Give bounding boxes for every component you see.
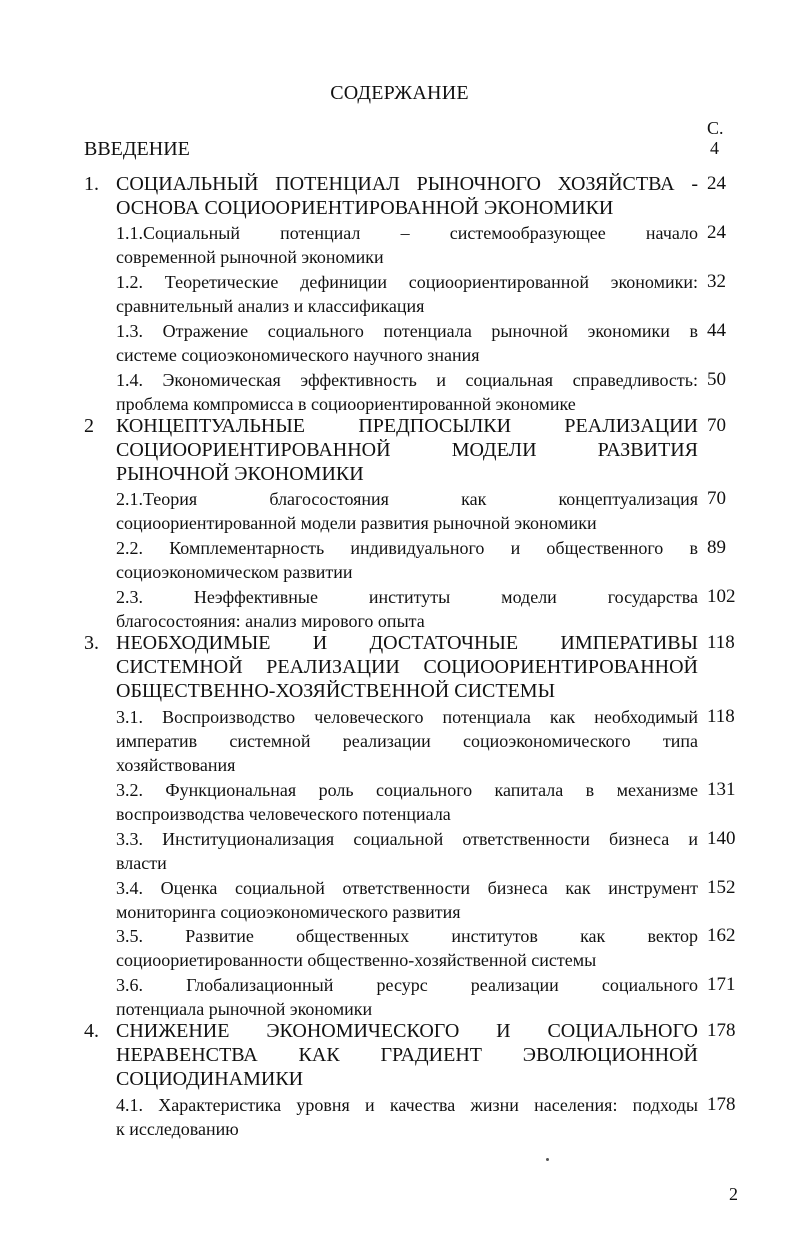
toc-page-ref: 152	[707, 877, 736, 898]
toc-entry-title	[116, 1093, 698, 1141]
toc-entry-line: хозяйствования	[116, 755, 236, 775]
toc-entry-title	[116, 270, 698, 318]
toc-entry-title	[116, 487, 698, 535]
toc-entry-line: 3.5. Развитие общественных институтов как вектор	[116, 926, 698, 946]
toc-entry-line: 1.1.Социальный потенциал – системообразующее начало	[116, 223, 698, 243]
toc-page-ref: 32	[707, 271, 726, 292]
toc-entry-title	[116, 221, 698, 269]
toc-page-ref: 140	[707, 828, 736, 849]
toc-entry-line: СИСТЕМНОЙ РЕАЛИЗАЦИИ СОЦИООРИЕНТИРОВАННОЙ	[116, 656, 698, 678]
scan-speck	[546, 1158, 549, 1161]
toc-page-ref: 70	[707, 488, 726, 509]
toc-entry-line: КОНЦЕПТУАЛЬНЫЕ ПРЕДПОСЫЛКИ РЕАЛИЗАЦИИ	[116, 415, 698, 437]
toc-entry-line: мониторинга социоэкономического развития	[116, 902, 461, 922]
toc-entry-line: СОЦИОДИНАМИКИ	[116, 1068, 304, 1090]
toc-entry-line: 4.1. Характеристика уровня и качества жизни населения: подходы	[116, 1095, 698, 1115]
page-number: 2	[729, 1184, 738, 1204]
toc-entry-line: СНИЖЕНИЕ ЭКОНОМИЧЕСКОГО И СОЦИАЛЬНОГО	[116, 1020, 698, 1042]
toc-entry-line: 2.2. Комплементарность индивидуального и общественного в	[116, 538, 698, 558]
toc-page-ref: 24	[707, 222, 726, 243]
toc-entry-line: 1.4. Экономическая эффективность и социальная справедливость:	[116, 370, 698, 390]
toc-page-ref: 162	[707, 925, 736, 946]
toc-entry-title	[116, 924, 698, 972]
toc-entry-title	[116, 778, 698, 826]
toc-entry-line: НЕОБХОДИМЫЕ И ДОСТАТОЧНЫЕ ИМПЕРАТИВЫ	[116, 632, 698, 654]
toc-entry-title	[116, 705, 698, 777]
toc-chapter-number: 1.	[84, 173, 99, 195]
toc-page-ref: 118	[707, 706, 735, 727]
toc-entry-line: СОЦИАЛЬНЫЙ ПОТЕНЦИАЛ РЫНОЧНОГО ХОЗЯЙСТВА -	[116, 173, 698, 195]
toc-entry-line: потенциала рыночной экономики	[116, 999, 373, 1019]
page-title: СОДЕРЖАНИЕ	[330, 82, 469, 104]
toc-entry-line: 3.1. Воспроизводство человеческого потенциала как необходимый	[116, 707, 698, 727]
toc-entry-line: 1.3. Отражение социального потенциала рыночной экономики в	[116, 321, 698, 341]
toc-entry-title	[116, 368, 698, 416]
toc-entry-title	[116, 827, 698, 875]
toc-page-ref: 118	[707, 632, 735, 653]
toc-entry-line: 3.4. Оценка социальной ответственности бизнеса как инструмент	[116, 878, 698, 898]
toc-chapter-number: 4.	[84, 1020, 99, 1042]
toc-page-ref: 102	[707, 586, 736, 607]
toc-entry-title	[116, 414, 698, 486]
toc-intro-label: ВВЕДЕНИЕ	[84, 138, 190, 160]
page-column-label: С.	[707, 118, 724, 138]
toc-entry-line: системе социоэкономического научного знания	[116, 345, 480, 365]
toc-page-ref: 44	[707, 320, 726, 341]
toc-chapter-number: 3.	[84, 632, 99, 654]
toc-entry-title	[116, 536, 698, 584]
toc-entry-line: 2.3. Неэффективные институты модели государства	[116, 587, 698, 607]
toc-entry-line: власти	[116, 853, 167, 873]
toc-entry-title	[116, 319, 698, 367]
toc-entry-line: социоориентированной модели развития рыночной экономики	[116, 513, 597, 533]
toc-intro-page: 4	[710, 138, 719, 158]
toc-page-ref: 89	[707, 537, 726, 558]
toc-entry-line: к исследованию	[116, 1119, 239, 1139]
toc-entry-line: СОЦИООРИЕНТИРОВАННОЙ МОДЕЛИ РАЗВИТИЯ	[116, 439, 698, 461]
toc-page-ref: 70	[707, 415, 726, 436]
toc-entry-line: императив системной реализации социоэкономического типа	[116, 731, 698, 751]
toc-entry-line: социоэкономическом развитии	[116, 562, 353, 582]
toc-entry-line: НЕРАВЕНСТВА КАК ГРАДИЕНТ ЭВОЛЮЦИОННОЙ	[116, 1044, 698, 1066]
toc-entry-line: ОБЩЕСТВЕННО-ХОЗЯЙСТВЕННОЙ СИСТЕМЫ	[116, 680, 556, 702]
toc-entry-line: 3.6. Глобализационный ресурс реализации социального	[116, 975, 698, 995]
toc-entry-line: 1.2. Теоретические дефиниции социоориентированной экономики:	[116, 272, 698, 292]
toc-entry-line: воспроизводства человеческого потенциала	[116, 804, 451, 824]
toc-chapter-number: 2	[84, 415, 94, 437]
toc-entry-line: 3.3. Институционализация социальной ответственности бизнеса и	[116, 829, 698, 849]
toc-entry-title	[116, 585, 698, 633]
toc-entry-line: сравнительный анализ и классификация	[116, 296, 425, 316]
toc-page-ref: 50	[707, 369, 726, 390]
toc-entry-line: 3.2. Функциональная роль социального капитала в механизме	[116, 780, 698, 800]
toc-entry-line: благосостояния: анализ мирового опыта	[116, 611, 425, 631]
toc-entry-line: современной рыночной экономики	[116, 247, 384, 267]
toc-entry-title	[116, 631, 698, 703]
toc-page-ref: 178	[707, 1094, 736, 1115]
toc-entry-line: проблема компромисса в социоориентированной экономике	[116, 394, 576, 414]
toc-page-ref: 178	[707, 1020, 736, 1041]
toc-entry-line: социоориетированности общественно-хозяйственной системы	[116, 950, 597, 970]
toc-entry-title	[116, 1019, 698, 1091]
toc-entry-title	[116, 876, 698, 924]
toc-page-ref: 171	[707, 974, 736, 995]
toc-page-ref: 131	[707, 779, 736, 800]
toc-entry-line: ОСНОВА СОЦИООРИЕНТИРОВАННОЙ ЭКОНОМИКИ	[116, 197, 614, 219]
toc-entry-line: 2.1.Теория благосостояния как концептуализация	[116, 489, 698, 509]
toc-entry-line: РЫНОЧНОЙ ЭКОНОМИКИ	[116, 463, 364, 485]
toc-entry-title	[116, 172, 698, 220]
toc-page-ref: 24	[707, 173, 726, 194]
toc-entry-title	[116, 973, 698, 1021]
